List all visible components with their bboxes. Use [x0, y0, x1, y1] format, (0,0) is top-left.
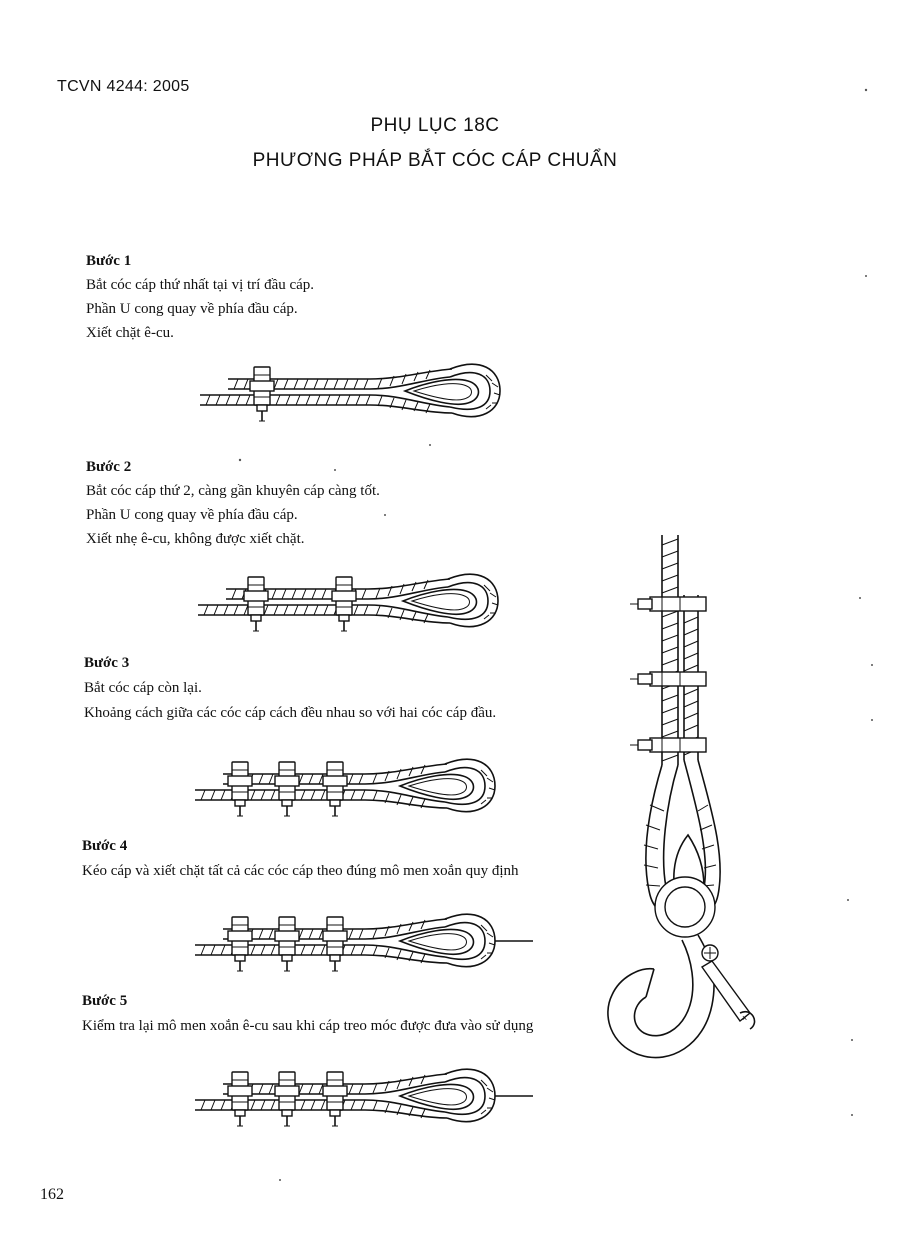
- step-5-line-1: Kiểm tra lại mô men xoắn ê-cu sau khi cáp treo móc được đưa vào sử dụng: [82, 1018, 534, 1034]
- step-1-line-2: Phần U cong quay về phía đầu cáp.: [86, 301, 298, 317]
- step-1-title: Bước 1: [86, 253, 132, 269]
- step-3-line-2: Khoảng cách giữa các cóc cáp cách đều nhau so với hai cóc cáp đầu.: [84, 705, 497, 721]
- page-title: PHƯƠNG PHÁP BẮT CÓC CÁP CHUẨN: [252, 150, 618, 171]
- svg-text:×: ×: [742, 1013, 748, 1023]
- step-5-title: Bước 5: [82, 993, 128, 1009]
- page-number: 162: [40, 1186, 64, 1203]
- step-2-title: Bước 2: [86, 459, 132, 475]
- step-2-line-2: Phần U cong quay về phía đầu cáp.: [86, 507, 298, 523]
- standard-code: TCVN 4244: 2005: [57, 78, 190, 95]
- step-2-line-1: Bắt cóc cáp thứ 2, càng gần khuyên cáp càng tốt.: [86, 483, 380, 499]
- step-4-line-1: Kéo cáp và xiết chặt tất cả các cóc cáp theo đúng mô men xoắn quy định: [82, 863, 519, 879]
- appendix-heading: PHỤ LỤC 18C: [370, 115, 500, 136]
- step-2-line-3: Xiết nhẹ ê-cu, không được xiết chặt.: [86, 531, 305, 547]
- step-1-line-3: Xiết chặt ê-cu.: [86, 325, 174, 341]
- step-4-title: Bước 4: [82, 838, 128, 854]
- step-3-line-1: Bắt cóc cáp còn lại.: [84, 680, 202, 696]
- step-1-line-1: Bắt cóc cáp thứ nhất tại vị trí đầu cáp.: [86, 277, 315, 293]
- step-3-title: Bước 3: [84, 655, 130, 671]
